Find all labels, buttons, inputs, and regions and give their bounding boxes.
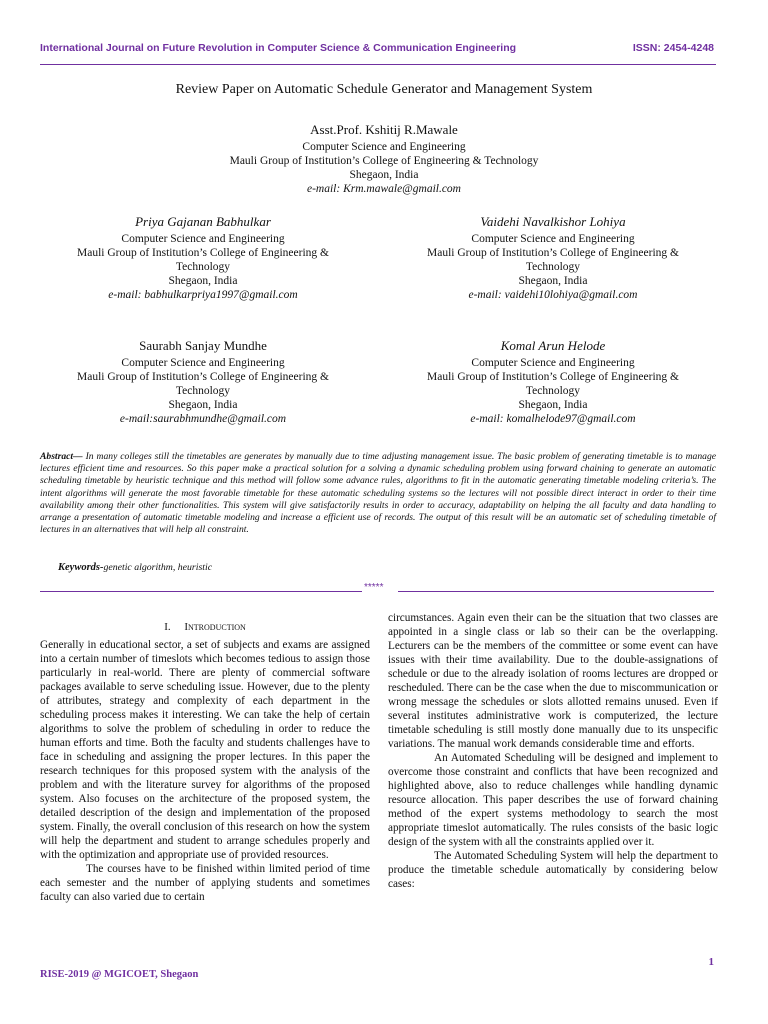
section-heading: [40, 620, 370, 634]
author-email: e-mail: komalhelode97@gmail.com: [470, 413, 636, 425]
author-name: Asst.Prof. Kshitij R.Mawale: [310, 122, 458, 137]
author-institution: Mauli Group of Institution’s College of Engineering & Technology: [229, 155, 539, 167]
author-city: Shegaon, India: [518, 399, 588, 411]
section-title: Introduction: [184, 621, 246, 633]
author-block-2: [378, 214, 728, 302]
author-email: e-mail: vaidehi10lohiya@gmail.com: [468, 289, 638, 301]
separator-stars: *****: [364, 582, 384, 593]
paragraph: An Automated Scheduling will be designed and implement to overcome those constraint and conflicts that have been recognized and highlighted above, also to reduce challenges while handling dynamic resource allocation. This paper describes the use of forward chaining method of the expert systems methodology to search the most appropriate timeslot automatically. The rules consists of the basic logic design of the system with all the constraints applied over it.: [388, 752, 718, 848]
paragraph: The courses have to be finished within limited period of time each semester and the number of applying students and sometimes faculty can also varied due to certain: [40, 863, 370, 903]
column-right: [388, 611, 718, 891]
author-institution: Mauli Group of Institution’s College of Engineering &: [76, 247, 329, 259]
author-email: e-mail: babhulkarpriya1997@gmail.com: [108, 289, 298, 301]
keywords-text: genetic algorithm, heuristic: [103, 562, 213, 573]
author-name: Priya Gajanan Babhulkar: [135, 214, 271, 229]
keywords-label: Keywords-: [58, 562, 104, 573]
paragraph: circumstances. Again even their can be the situation that two classes are appointed in a single class or lab so their can be the overlapping. Lecturers can be the members of the committee or some event can have issues with their time availability. Due to the double-assignations of schedule or due to the already isolation of rooms lectures are dropped or rescheduled. There can be the case when the due to miscommunication or wrong message the schedules or slots allotted remains unused. Even if several institutes administrative work is computerized, the lecture timetable scheduling is still mostly done manually due to its unspecific variations. The manual work demands considerable time and efforts.: [388, 612, 718, 750]
page-number: 1: [708, 956, 714, 968]
author-city: Shegaon, India: [349, 169, 419, 181]
author-name: Vaidehi Navalkishor Lohiya: [480, 214, 626, 229]
author-block-lead: [0, 122, 768, 196]
author-dept: Computer Science and Engineering: [302, 141, 466, 153]
abstract-label: Abstract—: [40, 451, 83, 462]
author-name: Komal Arun Helode: [500, 338, 606, 353]
column-left: [40, 612, 370, 904]
author-dept: Computer Science and Engineering: [121, 233, 285, 245]
author-city: Shegaon, India: [168, 275, 238, 287]
author-dept: Computer Science and Engineering: [471, 233, 635, 245]
keywords: [58, 562, 212, 573]
author-institution-line2: Technology: [525, 261, 581, 273]
author-city: Shegaon, India: [518, 275, 588, 287]
author-institution: Mauli Group of Institution’s College of Engineering &: [426, 371, 679, 383]
author-dept: Computer Science and Engineering: [471, 357, 635, 369]
author-institution: Mauli Group of Institution’s College of Engineering &: [426, 247, 679, 259]
author-city: Shegaon, India: [168, 399, 238, 411]
author-block-3: [28, 338, 378, 426]
paragraph: Generally in educational sector, a set of subjects and exams are assigned into a certain number of timeslots which becomes tedious to assign those particularly in real-world. There are plenty of commercial software packages available to serve scheduling issue. However, due to the plenty of attributes, strategy and complexity of each department in the scheduling process makes it interesting. We can take the help of certain algorithms to solve the problem of scheduling in order to reduce the human efforts and time. Both the faculty and students challenges have to face in scheduling and assigning the proper lectures. In this paper the research techniques for this proposed system with the analysis of the problem and with the literature survey for algorithms of the proposed system. Also focuses on the architecture of the proposed system, the detailed description of the design and implementation of the proposed system. Finally, the overall conclusion of this research on how the system will help the department and student to arrange schedules properly and with the optimization and appropriate use of provided resources.: [40, 639, 370, 861]
author-block-4: [378, 338, 728, 426]
abstract-text: In many colleges still the timetables are generates by manually due to time adjusting management issue. The basic problem of generating timetable is to manage lectures efficient time and resources. So this paper make a practical solution for a solving a dynamic scheduling problem using forward chaining to generate an automatic scheduling timetable by heuristic technique and this method will follow some advance rules, algorithms to fit in the automatic generating timetable modeling criteria’s. The intent algorithms will generate the most favorable timetable for these automatic scheduling systems so the lectures will not possible direct interact in order to their time availability among their other functionalities. This system will give satisfactorily results in order to accuracy, adaptability on helping the all faculty and data handling to arrange a presentation of automatic timetable modeling and increase a efficient use of records. The output of this result will be an automatic set of scheduling timetable of lectures in an alternatives that will help all constraint.: [40, 451, 716, 536]
separator-right: [398, 591, 714, 592]
author-email: e-mail:saurabhmundhe@gmail.com: [119, 413, 287, 425]
paper-title: Review Paper on Automatic Schedule Generator and Management System: [175, 82, 593, 97]
footer-conference: RISE-2019 @ MGICOET, Shegaon: [40, 969, 199, 980]
author-dept: Computer Science and Engineering: [121, 357, 285, 369]
paragraph: The Automated Scheduling System will help the department to produce the timetable schedule automatically by considering below cases:: [388, 850, 718, 890]
author-block-1: [28, 214, 378, 302]
author-email: e-mail: Krm.mawale@gmail.com: [307, 183, 461, 195]
section-number: I.: [164, 621, 171, 633]
author-institution-line2: Technology: [175, 385, 231, 397]
header-rule: [40, 64, 716, 65]
separator-left: [40, 591, 362, 592]
author-institution-line2: Technology: [525, 385, 581, 397]
journal-name: International Journal on Future Revolution in Computer Science & Communication Engineering: [40, 42, 517, 54]
author-institution: Mauli Group of Institution’s College of Engineering &: [76, 371, 329, 383]
author-institution-line2: Technology: [175, 261, 231, 273]
issn: ISSN: 2454-4248: [632, 42, 714, 54]
abstract: [40, 451, 716, 536]
author-name: Saurabh Sanjay Mundhe: [139, 338, 267, 353]
